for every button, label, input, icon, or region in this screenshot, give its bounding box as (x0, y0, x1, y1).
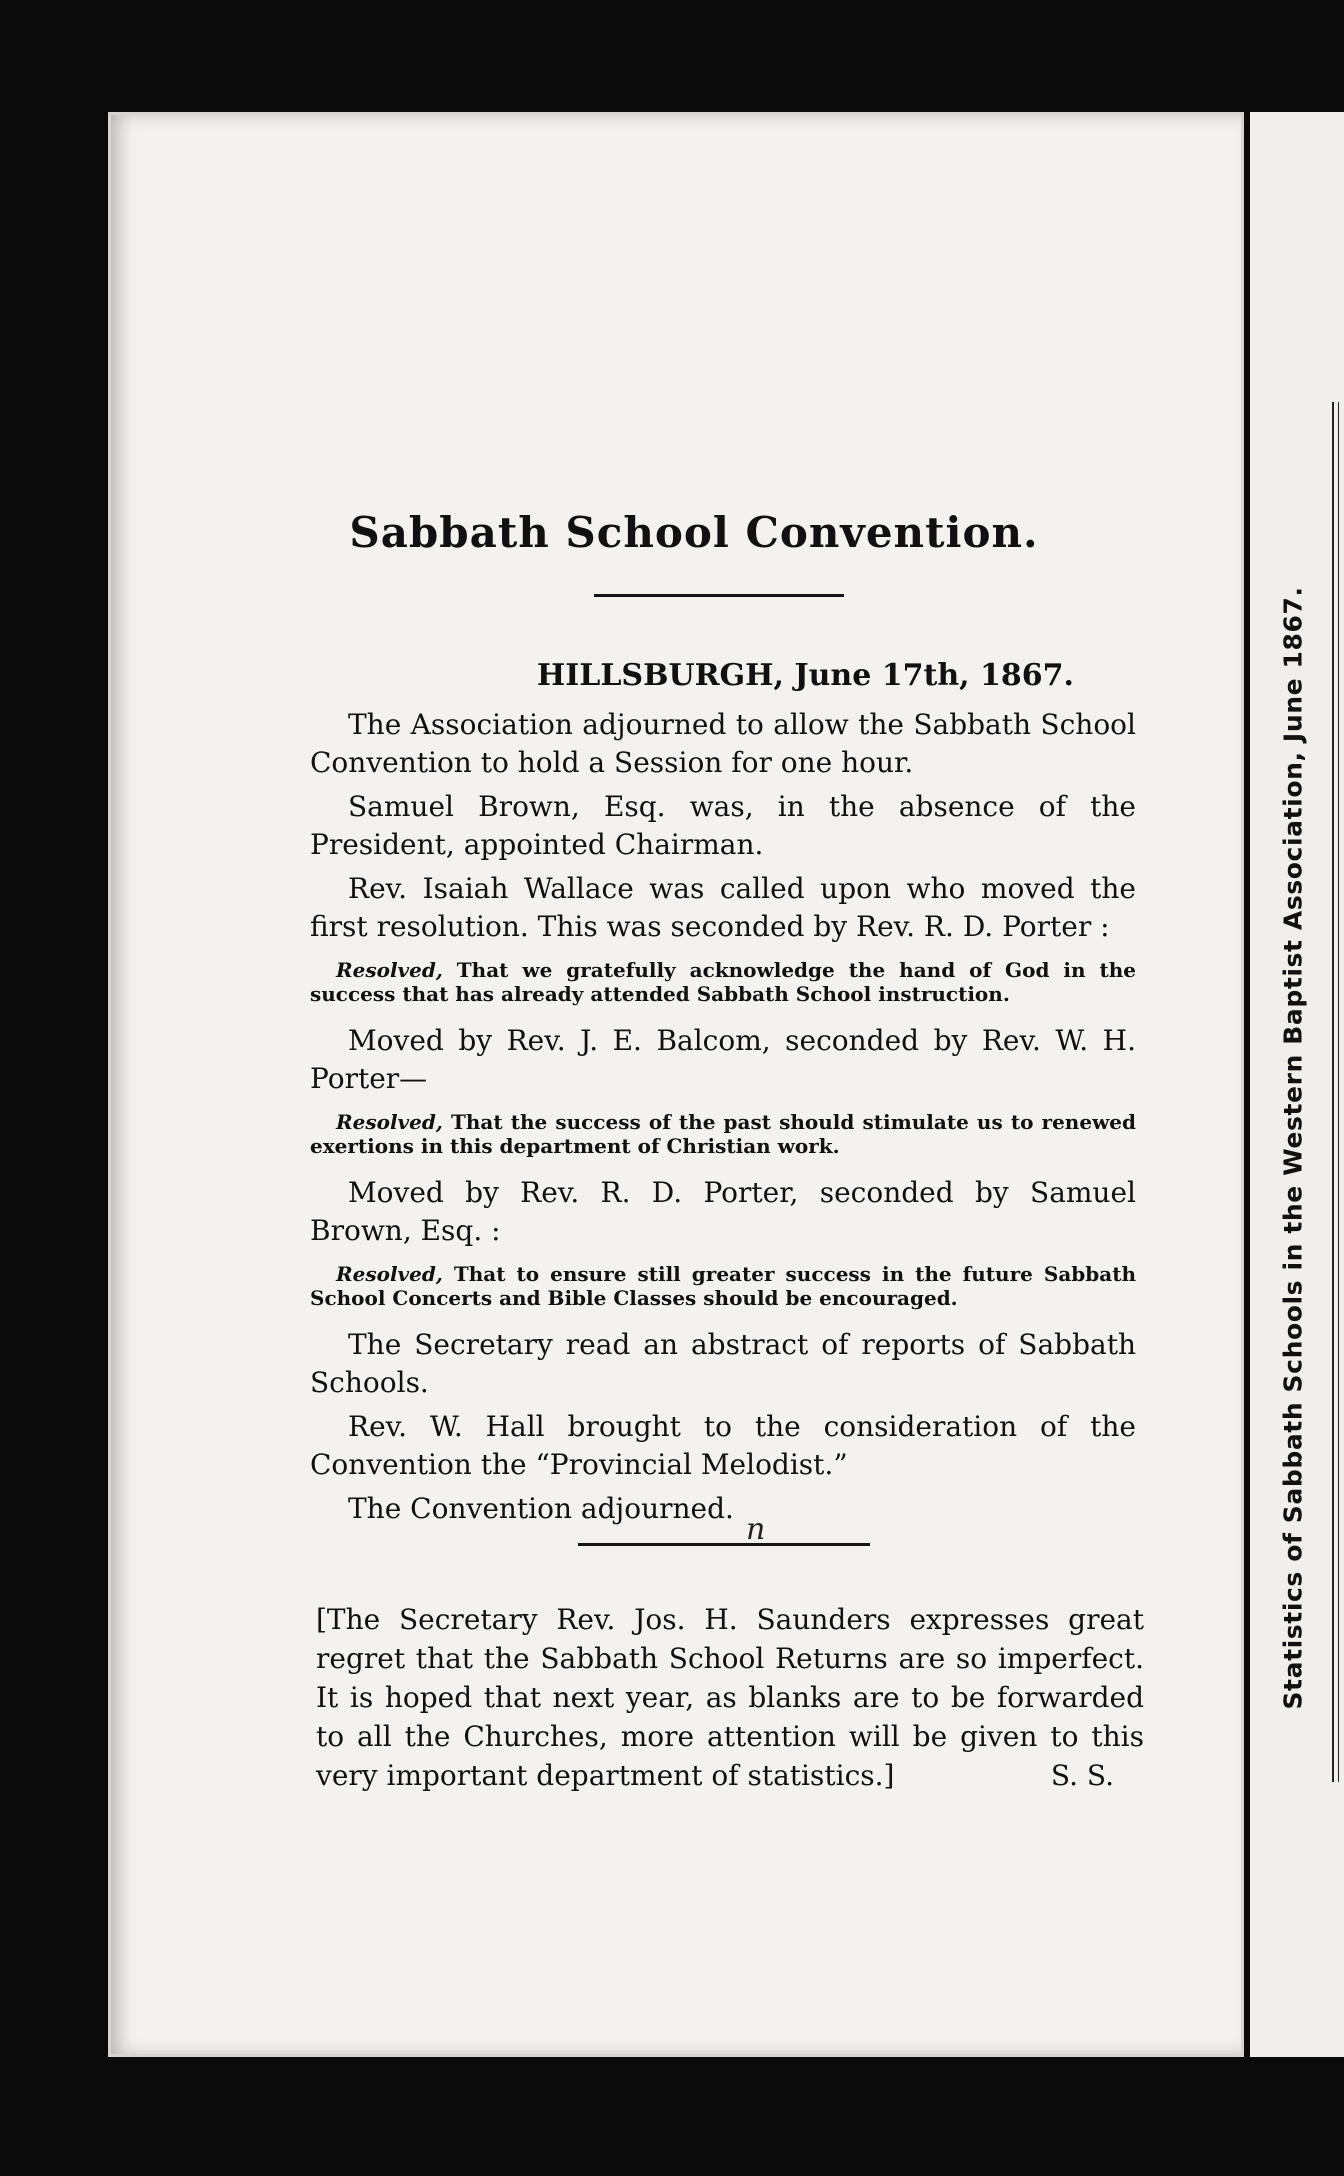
minutes-paragraph: Moved by Rev. R. D. Porter, seconded by Samuel Brown, Esq. : (310, 1176, 1136, 1247)
minutes-paragraph: Rev. W. Hall brought to the consideration of the Convention the “Provincial Melodist.” (310, 1410, 1136, 1481)
note-signature: S. S. (1050, 1759, 1114, 1792)
closing-rule (578, 1543, 870, 1546)
secretary-note (316, 1600, 1144, 1795)
minutes-paragraph: Rev. Isaiah Wallace was called upon who moved the first resolution. This was seconded by Rev. R. D. Porter : (310, 872, 1136, 943)
minutes-body (310, 656, 1136, 1534)
dateline: HILLSBURGH, June 17th, 1867. (536, 658, 1074, 693)
minutes-paragraph: The Convention adjourned. (348, 1492, 734, 1525)
resolution-text: That to ensure still greater success in the future Sabbath School Concerts and Bible Classes should be encouraged. (310, 1262, 1136, 1310)
resolution-label: Resolved, (336, 958, 443, 982)
facing-page-title: Statistics of Sabbath Schools in the Western Baptist Association, June 1867. (1278, 586, 1308, 1710)
resolution (310, 958, 1136, 1006)
ink-mark: n (746, 1512, 766, 1547)
paragraph-list (310, 706, 1136, 1528)
resolution (310, 1110, 1136, 1158)
facing-page-rule (1332, 402, 1334, 1782)
resolution-label: Resolved, (336, 1110, 443, 1134)
resolution (310, 1262, 1136, 1310)
page-heading: Sabbath School Convention. (349, 508, 1039, 557)
minutes-paragraph: Moved by Rev. J. E. Balcom, seconded by Rev. W. H. Porter— (310, 1024, 1136, 1095)
minutes-paragraph: The Secretary read an abstract of reports of Sabbath Schools. (310, 1328, 1136, 1399)
resolution-text: That the success of the past should stimulate us to renewed exertions in this department of Christian work. (310, 1110, 1136, 1158)
minutes-paragraph: The Association adjourned to allow the Sabbath School Convention to hold a Session for one hour. (310, 708, 1136, 779)
resolution-label: Resolved, (336, 1262, 443, 1286)
minutes-paragraph: Samuel Brown, Esq. was, in the absence of the President, appointed Chairman. (310, 790, 1136, 861)
facing-page-rule-thin (1338, 402, 1339, 1782)
resolution-text: That we gratefully acknowledge the hand of God in the success that has already attended Sabbath School instruction. (310, 958, 1136, 1006)
note-text: [The Secretary Rev. Jos. H. Saunders expresses great regret that the Sabbath School Returns are so imperfect. It is hoped that next year, as blanks are to be forwarded to all the Churches, more attention will be given to this very important department of statistics.] (316, 1603, 1144, 1792)
heading-rule (594, 594, 844, 597)
